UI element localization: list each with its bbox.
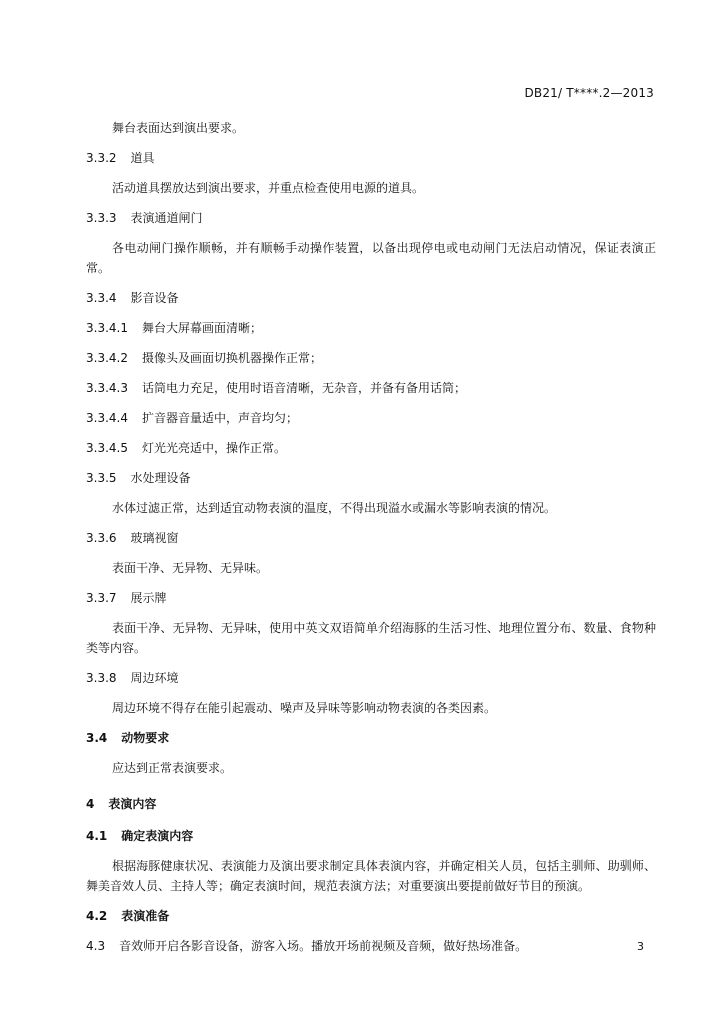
section-heading — [86, 288, 656, 308]
section-heading — [86, 588, 656, 608]
section-number: 4 — [86, 797, 95, 811]
section-number: 3.3.4 — [86, 291, 117, 305]
section-title: 扩音器音量适中，声音均匀； — [141, 411, 298, 425]
section-title: 音效师开启各影音设备，游客入场。播放开场前视频及音频，做好热场准备。 — [119, 939, 528, 953]
section-number: 3.3.4.5 — [86, 441, 128, 455]
section-number: 4.3 — [86, 939, 106, 953]
section-heading — [86, 208, 656, 228]
section-heading — [86, 148, 656, 168]
section-number: 3.3.4.2 — [86, 351, 128, 365]
section-title: 影音设备 — [130, 291, 179, 305]
section-heading — [86, 906, 656, 926]
section-number: 3.3.4.4 — [86, 411, 128, 425]
page-number: 3 — [637, 940, 644, 953]
section-title: 水处理设备 — [130, 471, 191, 485]
section-heading — [86, 794, 656, 814]
section-title: 话筒电力充足，使用时语音清晰，无杂音，并备有备用话筒； — [141, 381, 466, 395]
section-number: 3.3.7 — [86, 591, 117, 605]
section-heading — [86, 438, 656, 458]
document-body — [86, 118, 656, 966]
section-number: 4.2 — [86, 909, 108, 923]
section-heading — [86, 318, 656, 338]
paragraph: 应达到正常表演要求。 — [112, 761, 233, 775]
section-title: 灯光光亮适中，操作正常。 — [141, 441, 286, 455]
section-title: 道具 — [130, 151, 155, 165]
section-title: 动物要求 — [121, 731, 170, 745]
paragraph: 各电动闸门操作顺畅，并有顺畅手动操作装置，以备出现停电或电动闸门无法启动情况，保证表演正常。 — [86, 241, 656, 275]
paragraph: 周边环境不得存在能引起震动、噪声及异味等影响动物表演的各类因素。 — [112, 701, 497, 715]
section-heading — [86, 936, 656, 956]
section-title: 表演内容 — [108, 797, 157, 811]
document-code: DB21/ T****.2—2013 — [524, 86, 654, 100]
section-number: 3.3.8 — [86, 671, 117, 685]
section-number: 3.3.4.1 — [86, 321, 128, 335]
paragraph: 舞台表面达到演出要求。 — [112, 121, 245, 135]
section-title: 玻璃视窗 — [130, 531, 179, 545]
section-heading — [86, 826, 656, 846]
section-heading — [86, 408, 656, 428]
section-title: 确定表演内容 — [121, 829, 194, 843]
section-number: 3.3.5 — [86, 471, 117, 485]
section-heading — [86, 528, 656, 548]
paragraph: 水体过滤正常，达到适宜动物表演的温度，不得出现溢水或漏水等影响表演的情况。 — [112, 501, 557, 515]
section-title: 周边环境 — [130, 671, 179, 685]
paragraph: 根据海豚健康状况、表演能力及演出要求制定具体表演内容，并确定相关人员，包括主驯师、助驯师、舞美音效人员、主持人等；确定表演时间，规范表演方法；对重要演出要提前做好节目的预演。 — [86, 859, 656, 893]
paragraph: 表面干净、无异物、无异味。 — [112, 561, 269, 575]
section-heading — [86, 348, 656, 368]
paragraph: 表面干净、无异物、无异味，使用中英文双语简单介绍海豚的生活习性、地理位置分布、数量、食物种类等内容。 — [86, 621, 656, 655]
section-title: 摄像头及画面切换机器操作正常； — [141, 351, 322, 365]
paragraph: 活动道具摆放达到演出要求，并重点检查使用电源的道具。 — [112, 181, 425, 195]
section-title: 展示牌 — [130, 591, 167, 605]
section-number: 3.3.3 — [86, 211, 117, 225]
section-heading — [86, 668, 656, 688]
section-heading — [86, 378, 656, 398]
section-title: 表演准备 — [121, 909, 170, 923]
section-title: 表演通道闸门 — [130, 211, 203, 225]
section-heading — [86, 468, 656, 488]
section-number: 4.1 — [86, 829, 108, 843]
section-number: 3.3.6 — [86, 531, 117, 545]
section-number: 3.4 — [86, 731, 108, 745]
section-number: 3.3.4.3 — [86, 381, 128, 395]
section-number: 3.3.2 — [86, 151, 117, 165]
section-title: 舞台大屏幕画面清晰； — [141, 321, 262, 335]
section-heading — [86, 728, 656, 748]
